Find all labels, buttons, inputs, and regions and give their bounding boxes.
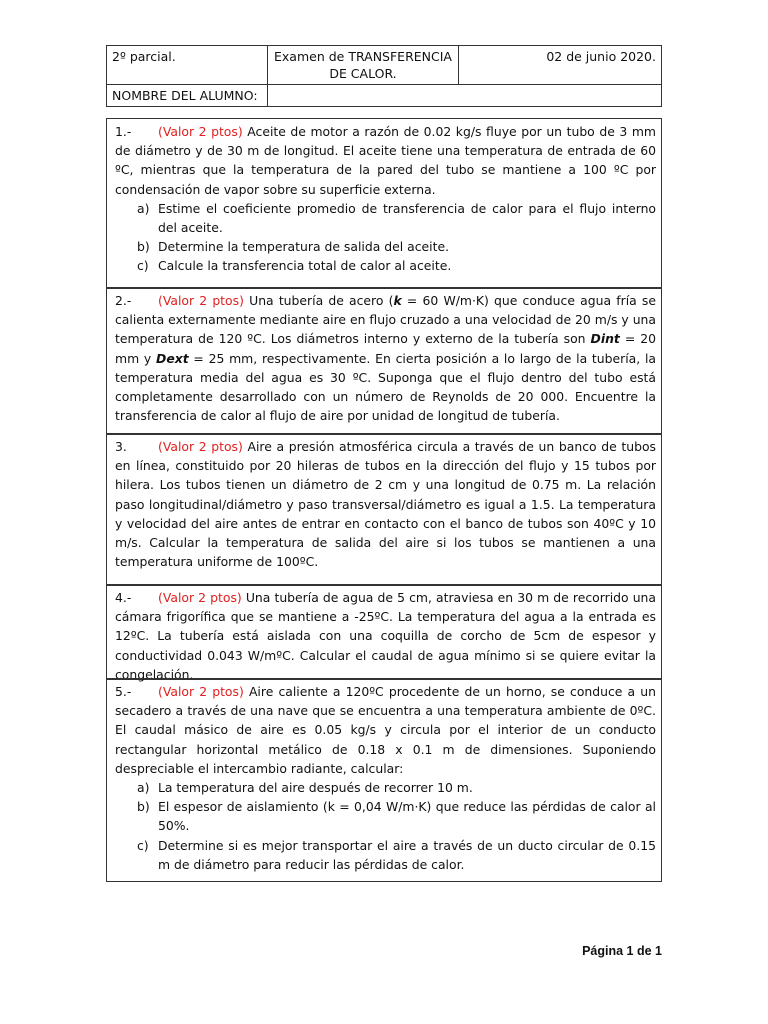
date-cell xyxy=(459,46,662,85)
partial-label: 2º parcial. xyxy=(112,49,176,64)
question-3 xyxy=(106,433,662,586)
partial-cell xyxy=(107,46,268,85)
list-item: c) Calcule la transferencia total de calor al aceite. xyxy=(137,258,452,274)
list-item: a) La temperatura del aire después de recorrer 10 m. xyxy=(137,780,473,796)
question-number: 2.- xyxy=(115,293,132,308)
question-number: 1.- xyxy=(115,124,132,139)
points-label: (Valor 2 ptos) xyxy=(158,684,244,699)
question-1 xyxy=(106,118,662,289)
question-number: 3. xyxy=(115,439,127,454)
points-label: (Valor 2 ptos) xyxy=(158,439,243,454)
question-2: 2.- (Valor 2 ptos) Una tubería de acero (k = 60 W/m·K) que conduce agua fría se calienta externamente mediante aire en flujo cruzado a una velocidad de 20 m/s y una temperatura de 120 ºC. Los diámetros interno y externo de la tubería son Dint = 20 mm y Dext = 25 mm, respectivamente. En cierta posición a lo largo de la tubería, la temperatura media del agua es 30 ºC. Suponga que el flujo dentro del tubo está completamente desarrollado con un número de Reynolds de 20 000. Encuentre la transferencia de calor al flujo de aire por unidad de longitud de tubería. xyxy=(106,287,662,435)
list-item: a) Estime el coeficiente promedio de transferencia de calor para el flujo interno del aceite. xyxy=(137,200,656,236)
question-number: 4.- xyxy=(115,590,132,605)
list-item: c) Determine si es mejor transportar el aire a través de un ducto circular de 0.15 m de diámetro para reducir las pérdidas de calor. xyxy=(137,837,656,872)
sub-items xyxy=(115,199,656,276)
header-table xyxy=(106,45,662,107)
exam-title-cell xyxy=(268,46,459,85)
question-4 xyxy=(106,584,662,680)
student-label-cell xyxy=(107,85,268,107)
question-text: Aire caliente a 120ºC procedente de un horno, se conduce a un secadero a través de una nave que se encuentra a una temperatura ambiente de 0ºC. El caudal másico de aire es 0.05 kg/s y circula por el interior de un conducto rectangular horizontal metálico de 0.18 x 0.1 m de dimensiones. Suponiendo despreciable el intercambio radiante, calcular: xyxy=(115,684,656,776)
points-label: (Valor 2 ptos) xyxy=(158,293,244,308)
page-number: Página 1 de 1 xyxy=(582,944,662,958)
exam-title-line2: DE CALOR. xyxy=(329,66,397,81)
exam-date: 02 de junio 2020. xyxy=(546,49,656,64)
list-item: b) El espesor de aislamiento (k = 0,04 W/m·K) que reduce las pérdidas de calor al 50%. xyxy=(137,799,656,834)
student-name-label: NOMBRE DEL ALUMNO: xyxy=(112,88,258,103)
exam-title-line1: Examen de TRANSFERENCIA xyxy=(274,49,452,64)
question-number: 5.- xyxy=(115,684,132,699)
question-5 xyxy=(106,678,662,882)
points-label: (Valor 2 ptos) xyxy=(158,590,242,605)
student-name-field[interactable] xyxy=(268,85,662,107)
question-text: Una tubería de agua de 5 cm, atraviesa en 30 m de recorrido una cámara frigorífica que se mantiene a -25ºC. La temperatura del agua a la entrada es 12ºC. La tubería está aislada con una coquilla de corcho de 5cm de espesor y conductividad 0.043 W/mºC. Calcular el caudal de agua mínimo si se quiere evitar la congelación. xyxy=(115,590,656,682)
sub-items xyxy=(115,778,656,874)
question-text: Aire a presión atmosférica circula a través de un banco de tubos en línea, constituido por 20 hileras de tubos en la dirección del flujo y 15 tubos por hilera. Los tubos tienen un diámetro de 2 cm y una longitud de 0.75 m. La relación paso longitudinal/diámetro y paso transversal/diámetro es igual a 1.5. La temperatura y velocidad del aire antes de entrar en contacto con el banco de tubos son 40ºC y 10 m/s. Calcular la temperatura de salida del aire si los tubos se mantienen a una temperatura uniforme de 100ºC. xyxy=(115,439,656,570)
question-text: Aceite de motor a razón de 0.02 kg/s fluye por un tubo de 3 mm de diámetro y de 30 m de longitud. El aceite tiene una temperatura de entrada de 60 ºC, mientras que la temperatura de la pared del tubo se mantiene a 100 ºC por condensación de vapor sobre su superficie externa. xyxy=(115,124,656,197)
points-label: (Valor 2 ptos) xyxy=(158,124,243,139)
list-item: b) Determine la temperatura de salida del aceite. xyxy=(137,239,450,255)
